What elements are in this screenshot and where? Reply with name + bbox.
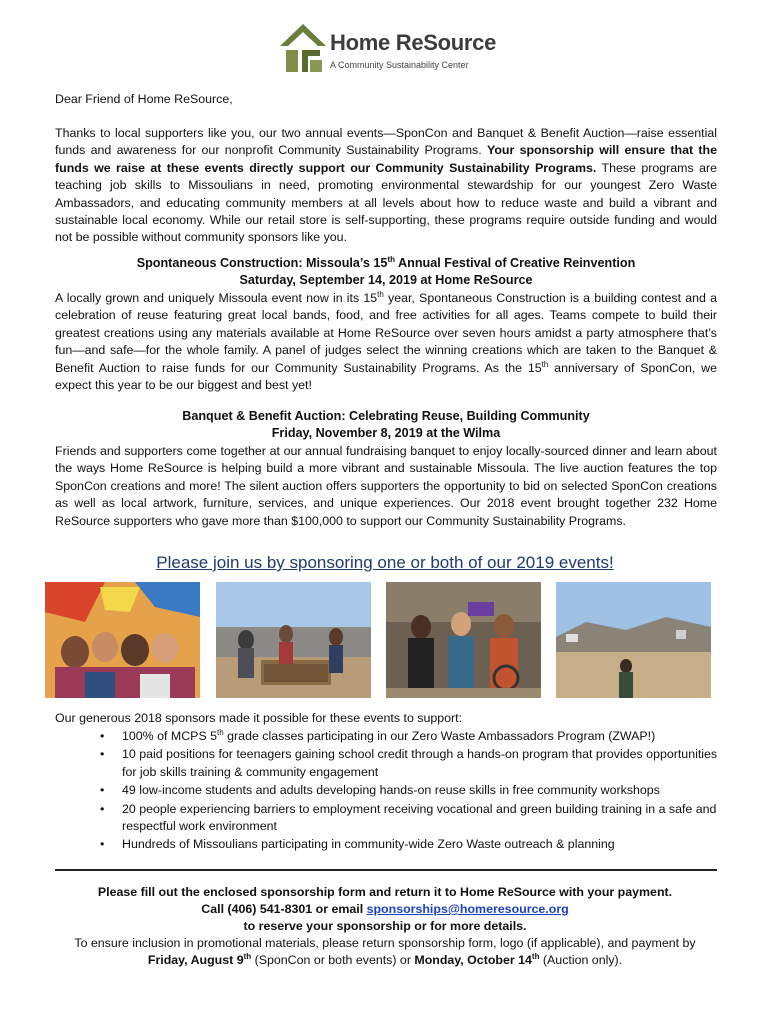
banquet-heading: Banquet & Benefit Auction: Celebrating Reuse, Building Community Friday, November 8, 2019 at the Wilma xyxy=(182,409,590,440)
photo-event-participants xyxy=(386,582,541,698)
footer-reserve: to reserve your sponsorship or for more details. xyxy=(243,919,527,933)
intro-paragraph: Thanks to local supporters like you, our two annual events—SponCon and Banquet & Benefit Auction—raise essential funds and awareness for our nonprofit Community Sustainability Programs. Your sponsorship will ensure that the funds we raise at these events directly support our Community Sustainability Programs. These programs are teaching job skills to Missoulians in need, promoting environmental stewardship for our youngest Zero Waste Ambassadors, and educating community members at all levels about how to reduce waste and build a vibrant and sustainable local economy. While our retail store is self-supporting, these programs require outside funding and would not be possible without community sponsors like you. xyxy=(55,126,717,245)
photo-raised-garden-beds xyxy=(216,582,371,698)
spontaneous-construction-paragraph: A locally grown and uniquely Missoula event now in its 15th year, Spontaneous Construction is a building contest and a celebration of reuse featuring great local bands, food, and free activities for all ages. Teams compete to build their greatest creations using any materials available at Home ReSource over seven hours amidst a party atmosphere that’s fun—and safe—for the whole family. A panel of judges select the winning creations which are taken to the Banquet & Benefit Auction to raise funds for our Community Sustainability Programs. As the 15th anniversary of SponCon, we expect this year to be our biggest and best yet! xyxy=(55,289,717,393)
spontaneous-construction-heading: Spontaneous Construction: Missoula’s 15th Annual Festival of Creative Reinvention Saturday, September 14, 2019 at Home ReSource xyxy=(136,254,636,287)
home-resource-logo xyxy=(278,22,497,78)
sponsorship-email-link[interactable]: sponsorships@homeresource.org xyxy=(366,902,569,916)
sponsors-intro: Our generous 2018 sponsors made it possible for these events to support: xyxy=(55,711,463,725)
footer-deadline-note: To ensure inclusion in promotional materials, please return sponsorship form, logo (if applicable), and payment by xyxy=(74,936,696,950)
footer-deadlines: Friday, August 9th (SponCon or both events) or Monday, October 14th (Auction only). xyxy=(147,951,623,967)
call-to-action: Please join us by sponsoring one or both of our 2019 events! xyxy=(156,553,614,572)
photo-students-comic-wall xyxy=(45,582,200,698)
footer-contact: Call (406) 541-8301 or email sponsorships@homeresource.org xyxy=(201,902,569,916)
banquet-paragraph: Friends and supporters come together at our annual fundraising banquet to enjoy locally-sourced dinner and learn about the ways Home ReSource is helping build a more vibrant and sustainable Missoula. The live auction features the top SponCon creations and more! The silent auction offers supporters the opportunity to bid on selected SponCon creations as well as local artwork, furniture, services, and unique experiences. Our 2018 event brought together 232 Home ReSource supporters who gave more than $100,000 to support our Community Sustainability Programs. xyxy=(55,444,717,528)
logo-name: Home ReSource xyxy=(330,30,497,55)
divider xyxy=(55,869,717,871)
list-item: • Hundreds of Missoulians participating in community-wide Zero Waste outreach & planning xyxy=(100,836,720,853)
impact-list xyxy=(100,728,720,855)
photo-landfill xyxy=(556,582,711,698)
list-item: • 100% of MCPS 5th grade classes participating in our Zero Waste Ambassadors Program (ZWAP!) xyxy=(100,728,720,745)
house-arrow-icon xyxy=(278,22,328,78)
list-item: • 10 paid positions for teenagers gaining school credit through a hands-on program that provides opportunities for job skills training & community engagement xyxy=(100,746,720,781)
salutation: Dear Friend of Home ReSource, xyxy=(55,92,233,106)
logo-tagline: A Community Sustainability Center xyxy=(330,60,469,70)
footer-instructions: Please fill out the enclosed sponsorship form and return it to Home ReSource with your payment. xyxy=(97,885,673,899)
list-item: • 49 low-income students and adults developing hands-on reuse skills in free community workshops xyxy=(100,782,720,799)
list-item: • 20 people experiencing barriers to employment receiving vocational and green building training in a safe and respectful work environment xyxy=(100,801,720,836)
